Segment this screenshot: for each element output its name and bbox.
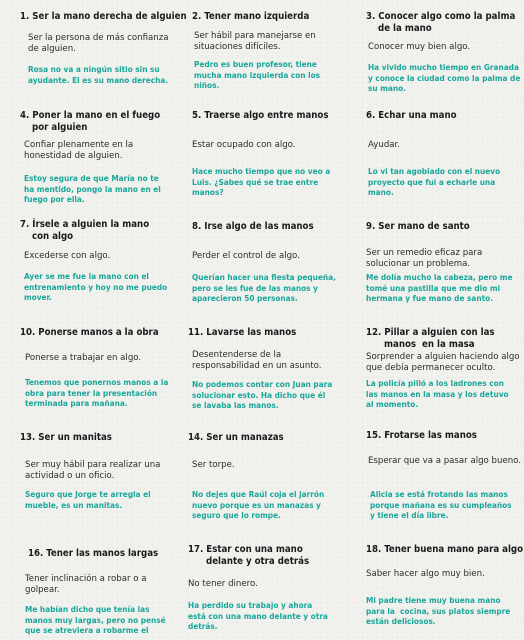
idiom-example: Tenemos que ponernos manos a la obra para tener la presentación terminada para mañana.	[25, 377, 169, 408]
idiom-example: Lo vi tan agobiado con el nuevo proyecto que fui a echarle una mano.	[368, 166, 501, 197]
idiom-title: 16. Tener las manos largas	[28, 548, 159, 559]
idiom-title: 9. Ser mano de santo	[366, 221, 470, 232]
idiom-example: Hace mucho tiempo que no veo a Luis. ¿Sabes qué se trae entre manos?	[192, 166, 331, 197]
idiom-title: 8. Irse algo de las manos	[192, 221, 314, 232]
idiom-example: No podemos contar con Juan para solucionar esto. Ha dicho que él se lavaba las manos.	[192, 379, 333, 410]
idiom-title: 11. Lavarse las manos	[188, 327, 297, 338]
idiom-title: 7. Írsele a alguien la mano con algo	[20, 219, 150, 242]
idiom-definition: Ser torpe.	[192, 460, 235, 470]
idiom-example: Me habían dicho que tenía las manos muy largas, pero no pensé que se atreviera a robarme el	[25, 604, 166, 635]
idiom-title: 17. Estar con una mano delante y otra detrás	[188, 544, 310, 567]
idiom-example: Estoy segura de que María no te ha mentido, pongo la mano en el fuego por ella.	[24, 173, 161, 204]
idiom-title: 12. Pillar a alguien con las manos en la masa	[366, 327, 495, 350]
idiom-title: 2. Tener mano izquierda	[192, 11, 310, 22]
idiom-title: 4. Poner la mano en el fuego por alguien	[20, 110, 161, 133]
idiom-definition: Ser muy hábil para realizar una actividad o un oficio.	[25, 460, 161, 481]
idiom-title: 10. Ponerse manos a la obra	[20, 327, 159, 338]
idiom-example: Seguro que Jorge te arregla el mueble, es un manitas.	[25, 489, 151, 510]
idiom-example: Ha perdido su trabajo y ahora está con una mano delante y otra detrás.	[188, 600, 328, 631]
idiom-title: 13. Ser un manitas	[20, 432, 112, 443]
idiom-example: Me dolía mucho la cabeza, pero me tomé una pastilla que me dio mi hermana y fue mano de santo.	[366, 272, 513, 303]
idiom-example: Ha vivido mucho tiempo en Granada y conoce la ciudad como la palma de su mano.	[368, 62, 521, 93]
idiom-definition: Ser hábil para manejarse en situaciones difíciles.	[194, 31, 316, 52]
idiom-definition: Ser un remedio eficaz para solucionar un problema.	[366, 248, 483, 269]
idiom-example: Rosa no va a ningún sitio sin su ayudante. El es su mano derecha.	[28, 64, 169, 85]
idiom-definition: Ayudar.	[368, 140, 401, 150]
idiom-definition: Desentenderse de la responsabilidad en un asunto.	[192, 350, 322, 371]
idiom-title: 3. Conocer algo como la palma de la mano	[366, 11, 516, 34]
idiom-title: 18. Tener buena mano para algo	[366, 544, 524, 555]
idiom-definition: Confiar plenamente en la honestidad de alguien.	[24, 140, 134, 161]
idiom-definition: Esperar que va a pasar algo bueno.	[368, 456, 522, 466]
idiom-example: Querían hacer una fiesta pequeña, pero se les fue de las manos y aparecieron 50 personas.	[192, 272, 336, 303]
idiom-definition: Sorprender a alguien haciendo algo que debía permanecer oculto.	[366, 352, 520, 373]
idiom-definition: Saber hacer algo muy bien.	[366, 569, 485, 579]
idiom-title: 5. Traerse algo entre manos	[192, 110, 329, 121]
idiom-title: 6. Echar una mano	[366, 110, 457, 121]
idiom-definition: Perder el control de algo.	[192, 251, 300, 261]
idiom-title: 1. Ser la mano derecha de alguien	[20, 11, 187, 22]
idiom-definition: Estar ocupado con algo.	[192, 140, 296, 150]
idiom-example: Pedro es buen profesor, tiene mucha mano izquierda con los niños.	[194, 59, 321, 90]
idiom-example: La policía pilló a los ladrones con las manos en la masa y los detuvo al momento.	[366, 378, 509, 409]
idiom-example: Ayer se me fue la mano con el entrenamiento y hoy no me puedo mover.	[24, 271, 168, 302]
idiom-example: Mi padre tiene muy buena mano para la cocina, sus platos siempre están deliciosos.	[366, 595, 511, 626]
idiom-title: 14. Ser un manazas	[188, 432, 284, 443]
idiom-definition: Ser la persona de más confianza de alguien.	[28, 33, 169, 54]
idiom-example: No dejes que Raúl coja el jarrón nuevo porque es un manazas y seguro que lo rompe.	[192, 489, 325, 520]
idiom-example: Alicia se está frotando las manos porque mañana es su cumpleaños y tiene el día libre.	[370, 489, 512, 520]
idiom-definition: Ponerse a trabajar en algo.	[25, 353, 142, 363]
idiom-definition: Tener inclinación a robar o a golpear.	[25, 574, 147, 595]
idiom-title: 15. Frotarse las manos	[366, 430, 477, 441]
idiom-definition: No tener dinero.	[188, 579, 258, 589]
idiom-definition: Excederse con algo.	[24, 251, 111, 261]
idiom-definition: Conocer muy bien algo.	[368, 42, 471, 52]
